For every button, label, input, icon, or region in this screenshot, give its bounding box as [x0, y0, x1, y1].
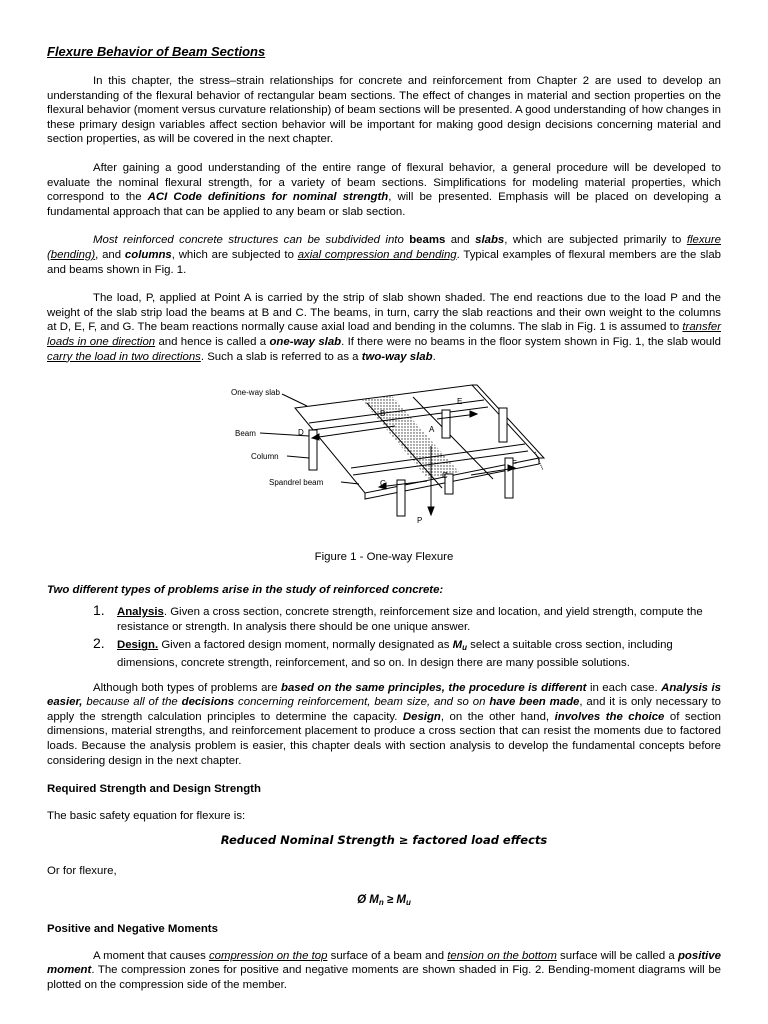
- term-analysis: Analysis: [117, 606, 164, 619]
- label-load-p: P: [417, 516, 423, 526]
- paragraph-analysis-vs-design: Although both types of problems are based on the same principles, the procedure is different in each case. Analysis is easier, because all of the decisions concerning reinforcement, beam size, and so on have been made, and it is only necessary to apply the strength calculation principles to determine the capacity. Design, on the other hand, involves the choice of section dimensions, material strengths, and reinforcement placement to produce a cross section that can resist the moments due to factored loads. Because the analysis problem is easier, this chapter deals with section analysis to develop the fundamental concepts before considering design in the next chapter.: [47, 681, 722, 767]
- list-item: 1. Analysis. Given a cross section, concrete strength, reinforcement size and location, and yield strength, compute the resistance or strength. In analysis there should be one unique answer.: [93, 602, 703, 633]
- label-point-e: E: [457, 397, 463, 407]
- equation-flexure: Ø $M_n \ge M_u$: [357, 893, 411, 907]
- label-spandrel-beam: Spandrel beam: [269, 478, 324, 488]
- slab-beam-diagram: [47, 378, 721, 550]
- label-point-f: F: [512, 459, 517, 469]
- paragraph-nominal-strength: After gaining a good understanding of the entire range of flexural behavior, a general procedure will be developed to evaluate the nominal flexural strength, for a variety of beam sections. Simplifications for modeling material properties, which correspond to the ACI Code definitions for nominal strength, will be presented. Emphasis will be placed on developing a fundamental approach that can be applied to any beam or slab section.: [47, 161, 721, 218]
- label-beam: Beam: [235, 429, 256, 439]
- label-point-g: G: [380, 479, 387, 489]
- label-one-way-slab: One-way slab: [231, 388, 280, 398]
- basic-equation-intro: The basic safety equation for flexure is:: [47, 809, 246, 822]
- label-point-a: A: [429, 425, 435, 435]
- heading-required-strength: Required Strength and Design Strength: [47, 783, 261, 796]
- or-for-flexure: Or for flexure,: [47, 865, 117, 877]
- paragraph-intro: In this chapter, the stress–strain relationships for concrete and reinforcement from Chapter 2 are used to develop an understanding of the flexural behavior of rectangular beam sections. The effect of changes in material and section properties on the flexural behavior (moment versus curvature relationship) of beam sections will be presented. A good understanding of how changes in these primary design variables affect section behavior will be important for making good design decisions concerning material and section properties, as will be covered in the next chapter.: [47, 75, 721, 146]
- paragraph-structures: Most reinforced concrete structures can be subdivided into beams and slabs, which are subjected primarily to flexure (bending), and columns, which are subjected to axial compression and bending. Typical examples of flexural members are the slab and beams shown in Fig. 1.: [47, 234, 722, 276]
- figure-one-way-flexure: [47, 378, 721, 550]
- page-title: Flexure Behavior of Beam Sections: [47, 44, 266, 59]
- label-column: Column: [251, 452, 279, 462]
- paragraph-positive-moment: A moment that causes compression on the top surface of a beam and tension on the bottom surface will be called a positive moment. The compression zones for positive and negative moments are shown shaded in Fig. 2. Bending-moment diagrams will be plotted on the compression side of the member.: [47, 949, 721, 991]
- label-point-b: B: [380, 409, 386, 419]
- figure-caption: Figure 1 - One-way Flexure: [314, 551, 454, 564]
- list-item: 2. Design. Given a factored design moment, normally designated as $M_u$ select a suitable cross section, including dimensions, concrete strength, reinforcement, and so on. In design there are many possible solutions.: [93, 635, 673, 670]
- term-design: Design.: [117, 639, 159, 652]
- equation-safety: Reduced Nominal Strength ≥ factored load effects: [220, 833, 548, 848]
- heading-positive-negative-moments: Positive and Negative Moments: [47, 923, 218, 936]
- document-page: [47, 40, 721, 1007]
- label-point-c: C: [442, 471, 448, 481]
- problems-heading: Two different types of problems arise in the study of reinforced concrete:: [47, 583, 444, 596]
- problem-types-list: [47, 602, 721, 670]
- label-point-d: D: [298, 428, 304, 438]
- paragraph-load-path: The load, P, applied at Point A is carried by the strip of slab shown shaded. The end reactions due to the load P and the weight of the slab strip load the beams at B and C. The beams, in turn, carry the slab reactions and their own weight to the columns at D, E, F, and G. The beam reactions normally cause axial load and bending in the columns. The slab in Fig. 1 is assumed to transfer loads in one direction and hence is called a one-way slab. If there were no beams in the floor system shown in Fig. 1, the slab would carry the load in two directions. Such a slab is referred to as a two-way slab.: [47, 292, 722, 363]
- aci-code-emphasis: ACI Code definitions for nominal strength: [147, 191, 389, 204]
